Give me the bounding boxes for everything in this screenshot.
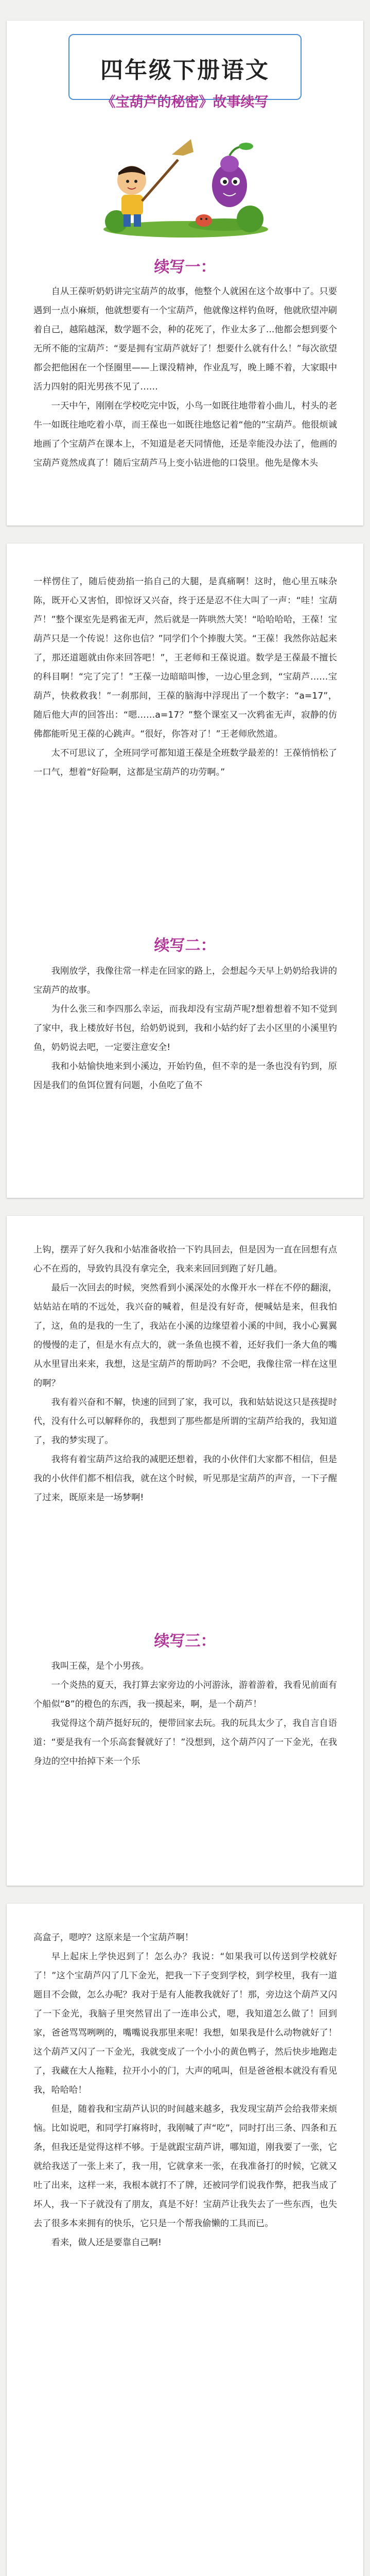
page-title: 四年级下册语文 [100, 57, 270, 83]
paragraph: 自从王葆听奶奶讲完宝葫芦的故事，他整个人就困在这个故事中了。只要遇到一点小麻烦，他就想要有一个宝葫芦，他就像这样钓鱼呀，他就欣望冲刷着自己，越陷越深，数学题不会，种的花死了，作业太多了...他都会想到要个无所不能的宝葫芦：“要是拥有宝葫芦就好了！想要什么就有什么！”每次欲望都会把他困在一个怪圈里——上课没精神，作业乱写，晚上睡不着，大家眼中活力四射的阳光男孩不见了…… [33, 286, 337, 392]
paragraph: 最后一次回去的时候，突然看到小溪深处的水像开水一样在不停的翻滚，姑姑站在哨的不远处，我兴奋的喊着，但是没有好奇，便喊姑是来，但我怕了，这，鱼的是我的一生了，我站在小溪的边缘望着小溪的中间，我小心翼翼的慢慢的走了，但是水有点大的，就一条鱼也摸不着，还好我们一条大鱼的嘴从水里冒出来来，我想，这是宝葫芦的帮助吗？不会吧，我像往常一样在这里的啊？ [33, 1283, 337, 1388]
section-heading-2: 续写二： [154, 937, 216, 955]
story-text-1 [33, 282, 337, 473]
page-subtitle: 《宝葫芦的秘密》故事续写 [101, 94, 269, 110]
story-text-3a [33, 1241, 337, 1507]
page-1 [7, 21, 363, 526]
paragraph: 为什么张三和李四那么幸运，而我却没有宝葫芦呢?想着想着不知不觉到了家中，我上楼放好书包，给奶奶说到，我和小姑约好了去小区里的小溪里钓鱼，奶奶说去吧，一定要注意安全! [33, 1004, 337, 1053]
paragraph: 我将有着宝葫芦这给我的减肥还想着，我的小伙伴们大家都不相信，但是我的小伙伴们都不相信我，就在这个时候，听见那是宝葫芦的声音，一下子醒了过来，既原来是一场梦啊! [33, 1454, 337, 1503]
paragraph: 上钩，摆弄了好久我和小姑准备收拾一下钓具回去，但是因为一直在回想有点心不在焉的，导致钓具没有拿完全，我来来回回到跑了好几趟。 [33, 1245, 337, 1274]
paragraph: 我叫王葆，是个小男孩。 [51, 1661, 149, 1671]
section-heading-3: 续写三： [154, 1632, 216, 1650]
story-text-2b [33, 962, 337, 1095]
cartoon-illustration [101, 124, 271, 238]
paragraph: 我刚放学，我像往常一样走在回家的路上，会想起今天早上奶奶给我讲的宝葫芦的故事。 [33, 966, 337, 995]
story-text-2a [33, 572, 337, 782]
paragraph: 早上起床上学快迟到了！怎么办？我说：“如果我可以传送到学校就好了！”这个宝葫芦闪了几下金光，把我一下子变到学校，到学校里，我有一道题目不会做，怎么办呢？我对于是有人能教我就好了！那，旁边这个葫芦又闪了一下金光，我脑子里突然冒出了一连串公式，嗯，我知道怎么做了！回到家，爸爸骂骂咧咧的，嘴嘴说我那里来呢！我想，如果我是什么动物就好了！这个葫芦又闪了一下金光，我就变成了一个小小的黄色鸭子，然后快步地跑走了，我藏在大人拖鞋，拉开小小的门，大声的吼叫，但是爸爸根本就没有看见我，哈哈哈！ [33, 1952, 337, 2095]
story-text-4 [33, 1928, 337, 2252]
page-3 [7, 1216, 363, 1886]
paragraph: 一个炎热的夏天，我打算去家旁边的小河游泳，游着游着，我看见前面有个船似“8”的橙色的东西，我一摸起来，啊，是一个葫芦！ [33, 1680, 337, 1709]
page-4 [7, 1904, 363, 2576]
paragraph: 但是，随着我和宝葫芦认识的时间越来越多，我发现宝葫芦会给我带来烦恼。比如说吧，和同学打麻将时，我刚喊了声“吃”，同时打出三条、四条和五条，但我还是觉得这样不够。于是就跟宝葫芦讲，哪知道，刚我要了一张，它就给我送了一张上来了，我一用，它就拿来一张，在我准备打的时候，它就又吐了出来，这样一来，我根本就打不了牌，还被同学们说我作弊，把我当成了坏人，我一下子就没有了朋友，真是不好！宝葫芦让我失去了一些东西，也失去了很多本来拥有的快乐，它只是一个帮我偷懒的工具而已。 [33, 2104, 337, 2229]
story-text-3b [33, 1657, 337, 1771]
paragraph: 我和小姑愉快地来到小溪边，开始钓鱼，但不幸的是一条也没有钓到，原因是我们的鱼饵位置有问题，小鱼吃了鱼不 [33, 1061, 337, 1091]
paragraph: 高盒子，嗯哼？这原来是一个宝葫芦啊！ [33, 1933, 194, 1943]
paragraph: 我觉得这个葫芦挺好玩的，便带回家去玩。我的玩具太少了，我自言自语道：“要是我有一个乐高套餐就好了！”没想到，这个葫芦闪了一下金光，在我身边的空中抬掉下来一个乐 [33, 1718, 337, 1767]
page-2 [7, 544, 363, 1198]
paragraph: 看来，做人还是要靠自己啊! [51, 2238, 162, 2248]
paragraph: 一样愣住了，随后使劲掐一掐自己的大腿，是真痛啊！这时，他心里五味杂陈，既开心又害怕，即惊讶又兴奋，终于还是忍不住大叫了一声：“哇！宝葫芦！”整个课室先是鸦雀无声，然后就是一阵哄然大笑！“哈哈哈哈，王葆！宝葫芦只是一个传说！这你也信？”同学们个个捧腹大笑。“王葆！我然你站起来了，那还道题就由你来回答吧！”，王老师和王葆说道。数学是王葆最不擅长的科目啊！“完了完了！”王葆一边暗暗叫惨，一边心里念到，“宝葫芦……宝葫芦，快救救我！”一刹那间，王葆的脑海中浮现出了一个数字：“a=17”，随后他大声的回答出：“嗯……a=17？”整个课室又一次鸦雀无声，寂静的仿佛都能听见王葆的心跳声。“很好，你答对了！”王老师欣然道。 [33, 577, 337, 739]
paragraph: 我有着兴奋和不解，快速的回到了家，我可以，我和姑姑说这只是孩提时代，没有什么可以解释你的，我想到了那些都是所谓的宝葫芦给我的，我知道了，我的梦实现了。 [33, 1397, 337, 1446]
paragraph: 一天中午，刚刚在学校吃完中饭，小鸟一如既往地带着小曲儿，村头的老牛一如既往地吃着小草，而王葆也一如既往地悠记着“他的”宝葫芦。他很烦诚地画了个宝葫芦在课本上，不知道是老天同情他，还是幸能没办法了，他画的宝葫芦竟然成真了！随后宝葫芦马上变小钻进他的口袋里。他先是像木头 [33, 401, 337, 468]
paragraph: 太不可思议了，全班同学可都知道王葆是全班数学最差的！王葆悄悄松了一口气，想着“好险啊，这都是宝葫芦的功劳啊。” [33, 748, 337, 777]
section-heading-1: 续写一： [154, 258, 216, 276]
